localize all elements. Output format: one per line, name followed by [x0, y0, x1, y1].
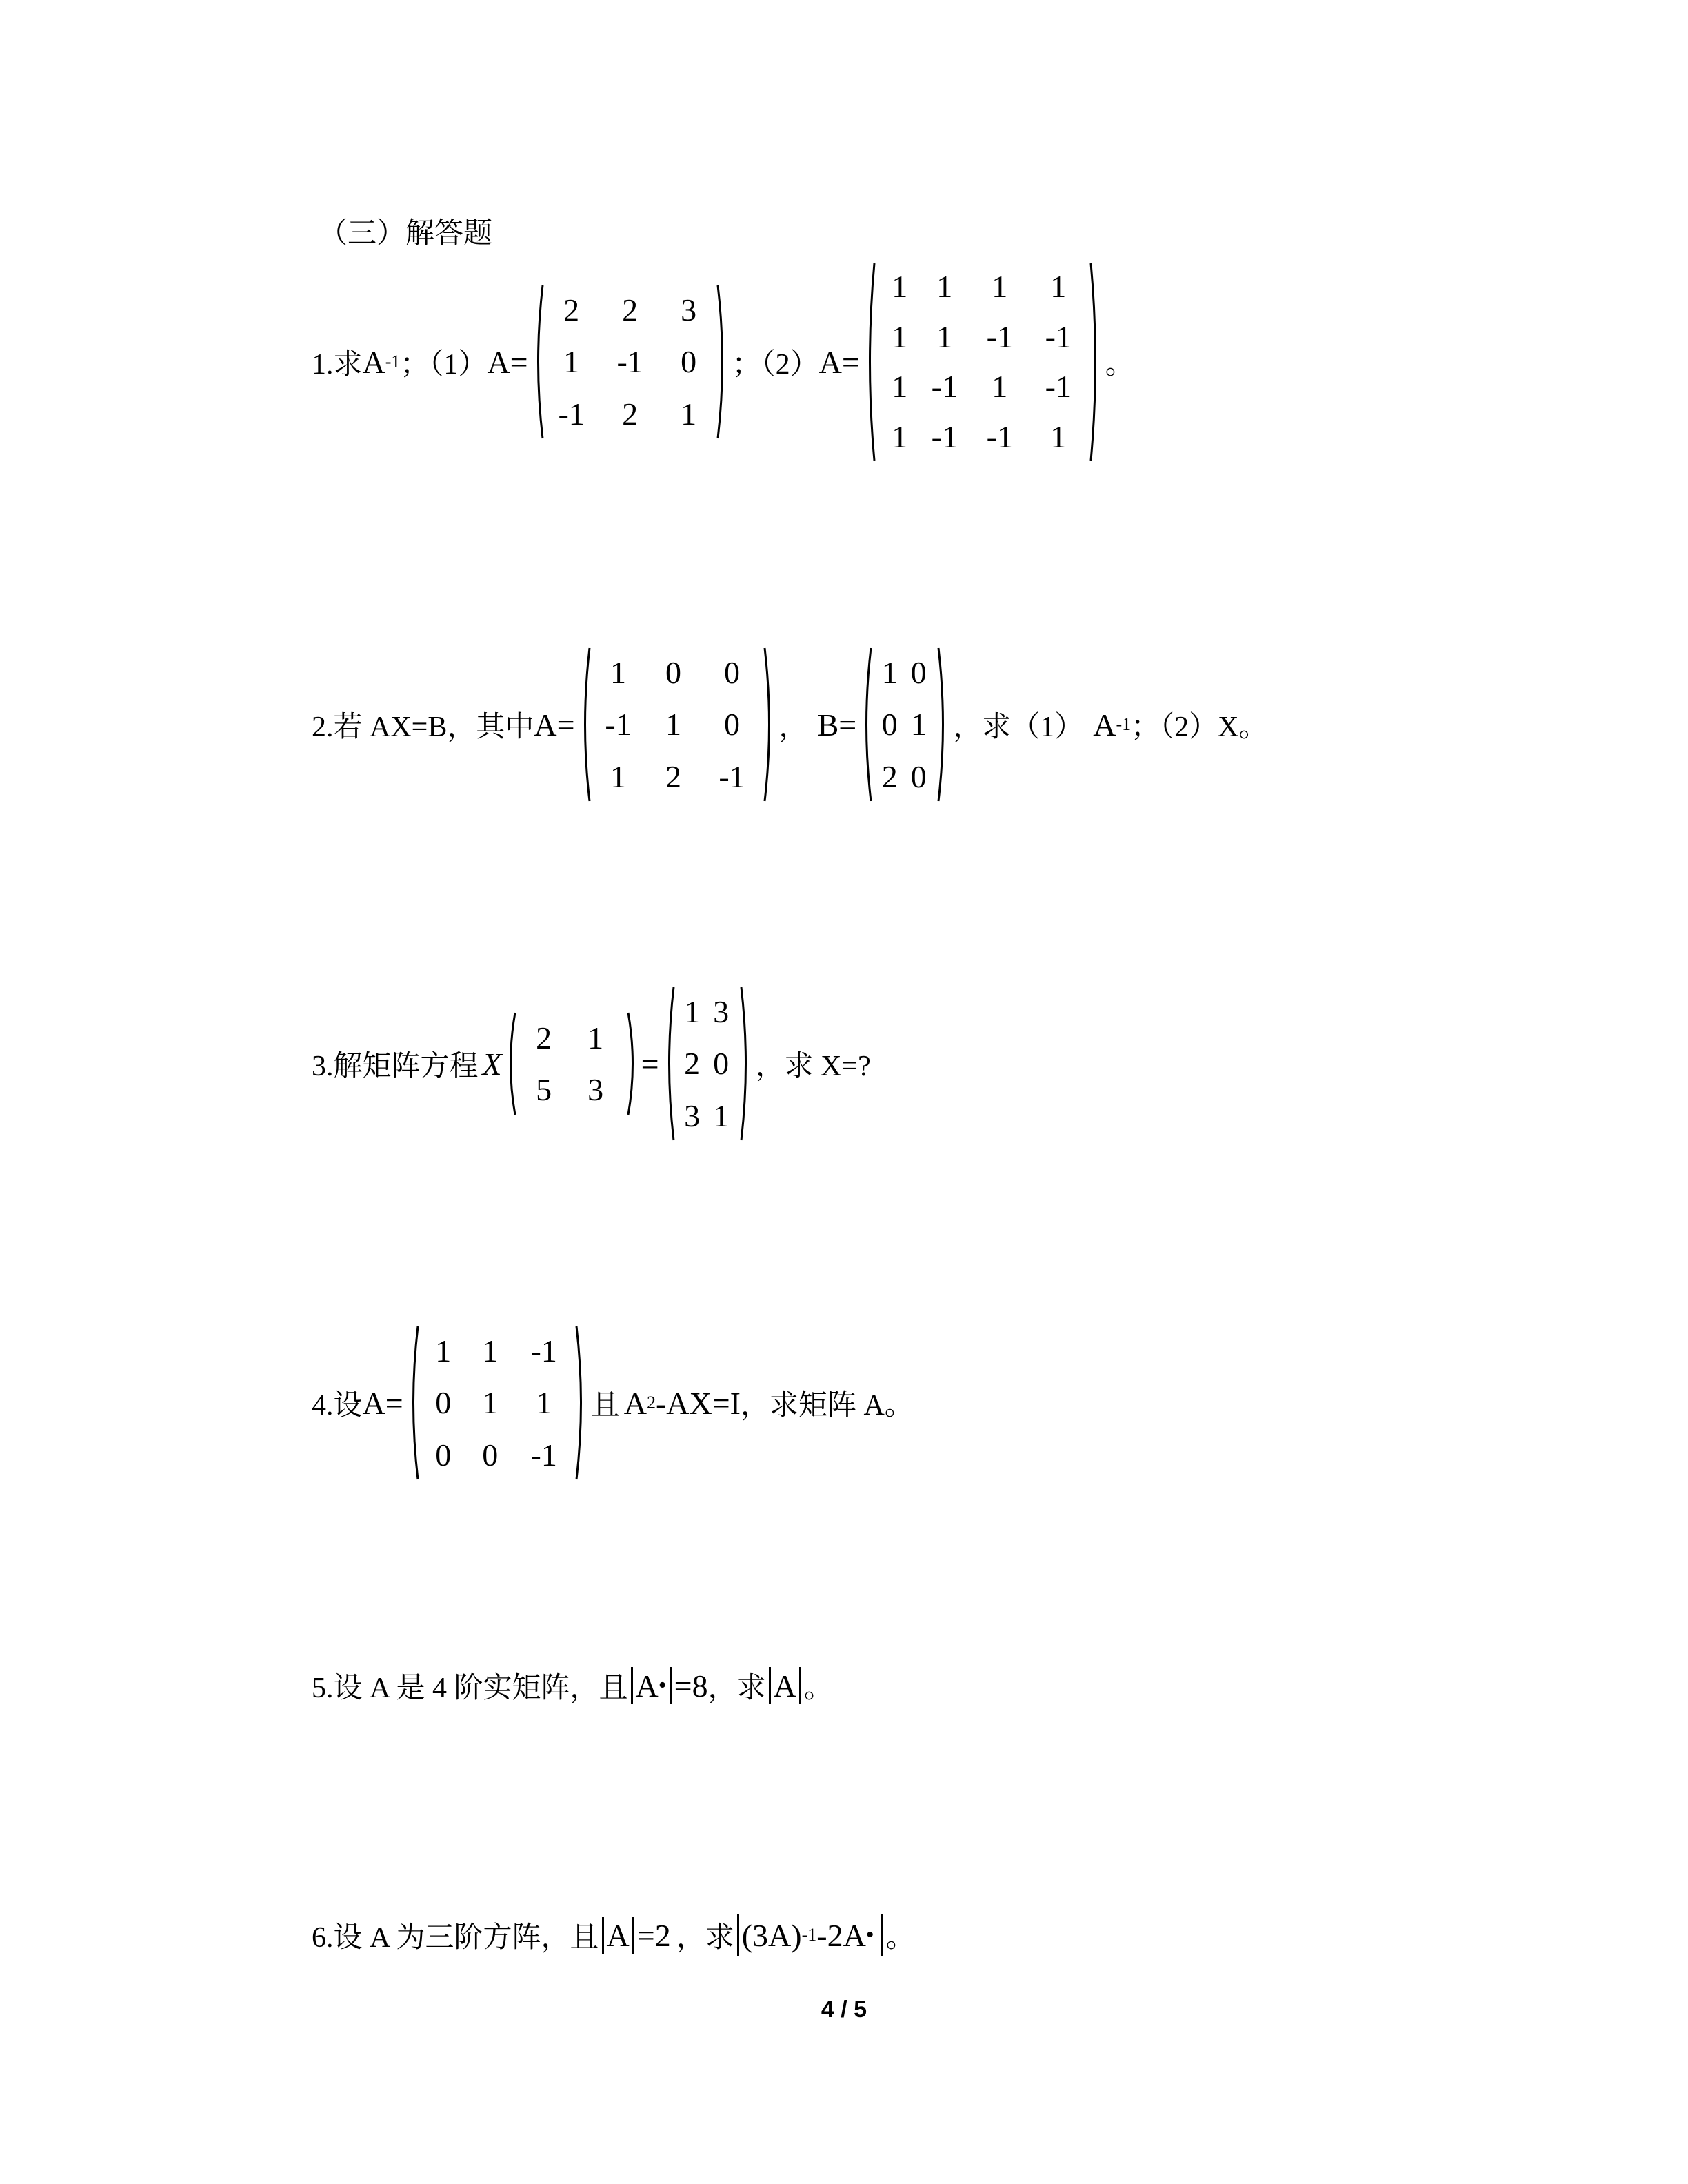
matrix-cell: -1: [986, 418, 1013, 454]
q6-prefix: 6.设 A 为三阶方阵，且: [312, 1922, 599, 1954]
matrix-cell: 1: [892, 369, 908, 404]
matrix-cell: 2: [563, 292, 580, 327]
right-paren: [574, 1325, 588, 1481]
det-bar-right: [632, 1917, 634, 1954]
q1-prefix: 1.求: [312, 349, 363, 381]
matrix-cell: 1: [563, 344, 580, 380]
q4-matrix: [406, 1325, 588, 1481]
det-bar-left-2: [737, 1914, 739, 1956]
matrix-cell: 1: [610, 758, 627, 794]
det-bar-left-2: [769, 1667, 771, 1704]
matrix-cell: 1: [536, 1385, 552, 1421]
q4-end: ，求矩阵 A。: [740, 1390, 914, 1422]
q1-matrix-1: [531, 284, 730, 440]
matrix-cell: 0: [665, 655, 682, 690]
matrix-cell: 0: [910, 758, 927, 794]
matrix-cell: 1: [892, 318, 908, 354]
matrix-cell: 1: [992, 369, 1008, 404]
matrix-cell: 3: [713, 994, 730, 1029]
q1-sep2: ；（2）: [732, 349, 819, 381]
matrix-cell: 0: [435, 1385, 452, 1421]
det-bar-left: [602, 1917, 604, 1954]
matrix-cell: 1: [665, 707, 682, 742]
q1-end: 。: [1105, 349, 1134, 381]
matrix-cell: 1: [892, 418, 908, 454]
q5-mid: ，求: [707, 1672, 766, 1704]
matrix-cell: 5: [536, 1072, 552, 1107]
q5-det1: A: [635, 1668, 659, 1703]
matrix-cell: 1: [992, 269, 1008, 304]
left-paren: [503, 1011, 517, 1116]
right-paren: [1089, 262, 1103, 462]
matrix-cell: 0: [713, 1046, 730, 1082]
question-6: 6.设 A 为三阶方阵，且 A =2 ，求 (3A) -1 -2A • 。: [312, 1911, 915, 1959]
matrix-cell: 1: [936, 269, 953, 304]
left-paren: [662, 986, 676, 1142]
matrix-cell: 0: [482, 1437, 499, 1473]
matrix-cell: 2: [881, 758, 898, 794]
det-bar-right: [670, 1667, 672, 1704]
question-2: 2.若 AX=B，其中 A= 1 0 0 -1 1 0 1 2 -1 ， B= 1 0 0 1 2 0 ，求（1） A -1 ；（2）X。: [312, 647, 1267, 802]
question-1: 1.求 A -1 ；（1） A= 2 2 3 1 -1 0 -1 2 1 ；（2） A= 1 1 1 1 1 1 -1 -1 1 -1 1 -1 1 -1 -1 1 。: [312, 262, 1134, 462]
matrix-cell: 0: [724, 707, 741, 742]
matrix-cell: 0: [724, 655, 741, 690]
left-paren: [531, 284, 545, 440]
q3-matrix-left: [503, 1011, 640, 1116]
matrix-cell: 1: [482, 1333, 499, 1368]
q2-beq: B=: [817, 707, 857, 742]
q5-eq: =8: [674, 1668, 708, 1703]
q3-prefix: 3.解矩阵方程: [312, 1051, 479, 1082]
q3-matrix-right: [662, 986, 753, 1142]
q5-det2: A: [773, 1668, 796, 1703]
matrix-cell: -1: [558, 396, 585, 432]
right-paren: [716, 284, 730, 440]
q4-expr-a: A: [623, 1385, 647, 1421]
q2-aeq: A=: [534, 707, 575, 742]
matrix-cell: -1: [931, 369, 958, 404]
q5-prefix: 5.设 A 是 4 阶实矩阵，且: [312, 1672, 628, 1704]
matrix-cell: 1: [482, 1385, 499, 1421]
matrix-cell: -1: [616, 344, 643, 380]
matrix-cell: -1: [931, 418, 958, 454]
q1-sep1: ；（1）: [400, 349, 488, 381]
left-paren: [859, 647, 873, 802]
q3-x: X: [482, 1046, 502, 1082]
matrix-cell: -1: [530, 1437, 557, 1473]
q6-mid: ，求: [676, 1922, 734, 1954]
matrix-cell: 1: [435, 1333, 452, 1368]
right-paren: [936, 647, 950, 802]
q5-end: 。: [803, 1672, 833, 1704]
q6-expr1: (3A): [741, 1917, 802, 1953]
q1-aeq2: A=: [818, 344, 860, 380]
matrix-cell: 1: [1050, 418, 1067, 454]
q2-end: ；（2）X。: [1131, 711, 1268, 743]
matrix-cell: 1: [587, 1020, 604, 1055]
q2-comma: ，: [778, 711, 808, 743]
q2-prefix: 2.若 AX=B，其中: [312, 711, 534, 743]
q1-matrix-2: [863, 262, 1103, 462]
q4-prefix: 4.设: [312, 1390, 363, 1422]
matrix-cell: -1: [530, 1333, 557, 1368]
matrix-cell: -1: [605, 707, 632, 742]
matrix-cell: 0: [910, 655, 927, 690]
q2-a: A: [1093, 707, 1116, 742]
matrix-cell: 2: [684, 1046, 701, 1082]
q4-mid: 且: [590, 1390, 620, 1422]
right-paren: [763, 647, 776, 802]
q6-det1: A: [606, 1917, 630, 1953]
matrix-cell: 2: [622, 292, 639, 327]
question-3: [312, 986, 871, 1142]
right-paren: [626, 1011, 640, 1116]
matrix-cell: 3: [681, 292, 697, 327]
left-paren: [578, 647, 592, 802]
q2-mid: ，求（1）: [953, 711, 1084, 743]
matrix-cell: 1: [681, 396, 697, 432]
q1-a: A: [362, 344, 385, 380]
q2-matrix-a: [578, 647, 776, 802]
matrix-cell: 1: [684, 994, 701, 1029]
q4-aeq: A=: [362, 1385, 403, 1421]
matrix-cell: 0: [881, 707, 898, 742]
section-title: （三）解答题: [319, 218, 493, 250]
matrix-cell: -1: [1045, 318, 1072, 354]
matrix-cell: -1: [986, 318, 1013, 354]
matrix-cell: 1: [936, 318, 953, 354]
matrix-cell: -1: [719, 758, 745, 794]
right-paren: [739, 986, 753, 1142]
matrix-cell: 1: [892, 269, 908, 304]
matrix-cell: 2: [536, 1020, 552, 1055]
q4-expr-rest: -AX=I: [655, 1385, 741, 1421]
q2-matrix-b: [859, 647, 950, 802]
det-bar-right-2: [881, 1914, 883, 1956]
det-bar-right-2: [799, 1667, 801, 1704]
matrix-cell: 1: [910, 707, 927, 742]
matrix-cell: 1: [713, 1098, 730, 1133]
q6-end: 。: [885, 1922, 915, 1954]
q6-eq: =2: [636, 1917, 671, 1953]
q1-aeq1: A=: [487, 344, 528, 380]
matrix-cell: 3: [684, 1098, 701, 1133]
matrix-cell: 1: [881, 655, 898, 690]
matrix-cell: 2: [622, 396, 639, 432]
left-paren: [863, 262, 876, 462]
question-4: 4.设 A= 1 1 -1 0 1 1 0 0 -1 且 A 2 -AX=I ，求矩阵 A。: [312, 1325, 914, 1481]
matrix-cell: 1: [1050, 269, 1067, 304]
matrix-cell: 3: [587, 1072, 604, 1107]
question-5: 5.设 A 是 4 阶实矩阵，且 A • =8 ，求 A 。: [312, 1661, 833, 1710]
q6-expr2: -2A: [816, 1917, 866, 1953]
matrix-cell: 0: [681, 344, 697, 380]
q3-end: ，求 X=?: [755, 1051, 871, 1082]
q3-eq: =: [641, 1046, 659, 1082]
left-paren: [406, 1325, 420, 1481]
det-bar-left: [631, 1667, 633, 1704]
matrix-cell: 2: [665, 758, 682, 794]
page-number: 4 / 5: [821, 1996, 867, 2023]
matrix-cell: -1: [1045, 369, 1072, 404]
matrix-cell: 0: [435, 1437, 452, 1473]
matrix-cell: 1: [610, 655, 627, 690]
